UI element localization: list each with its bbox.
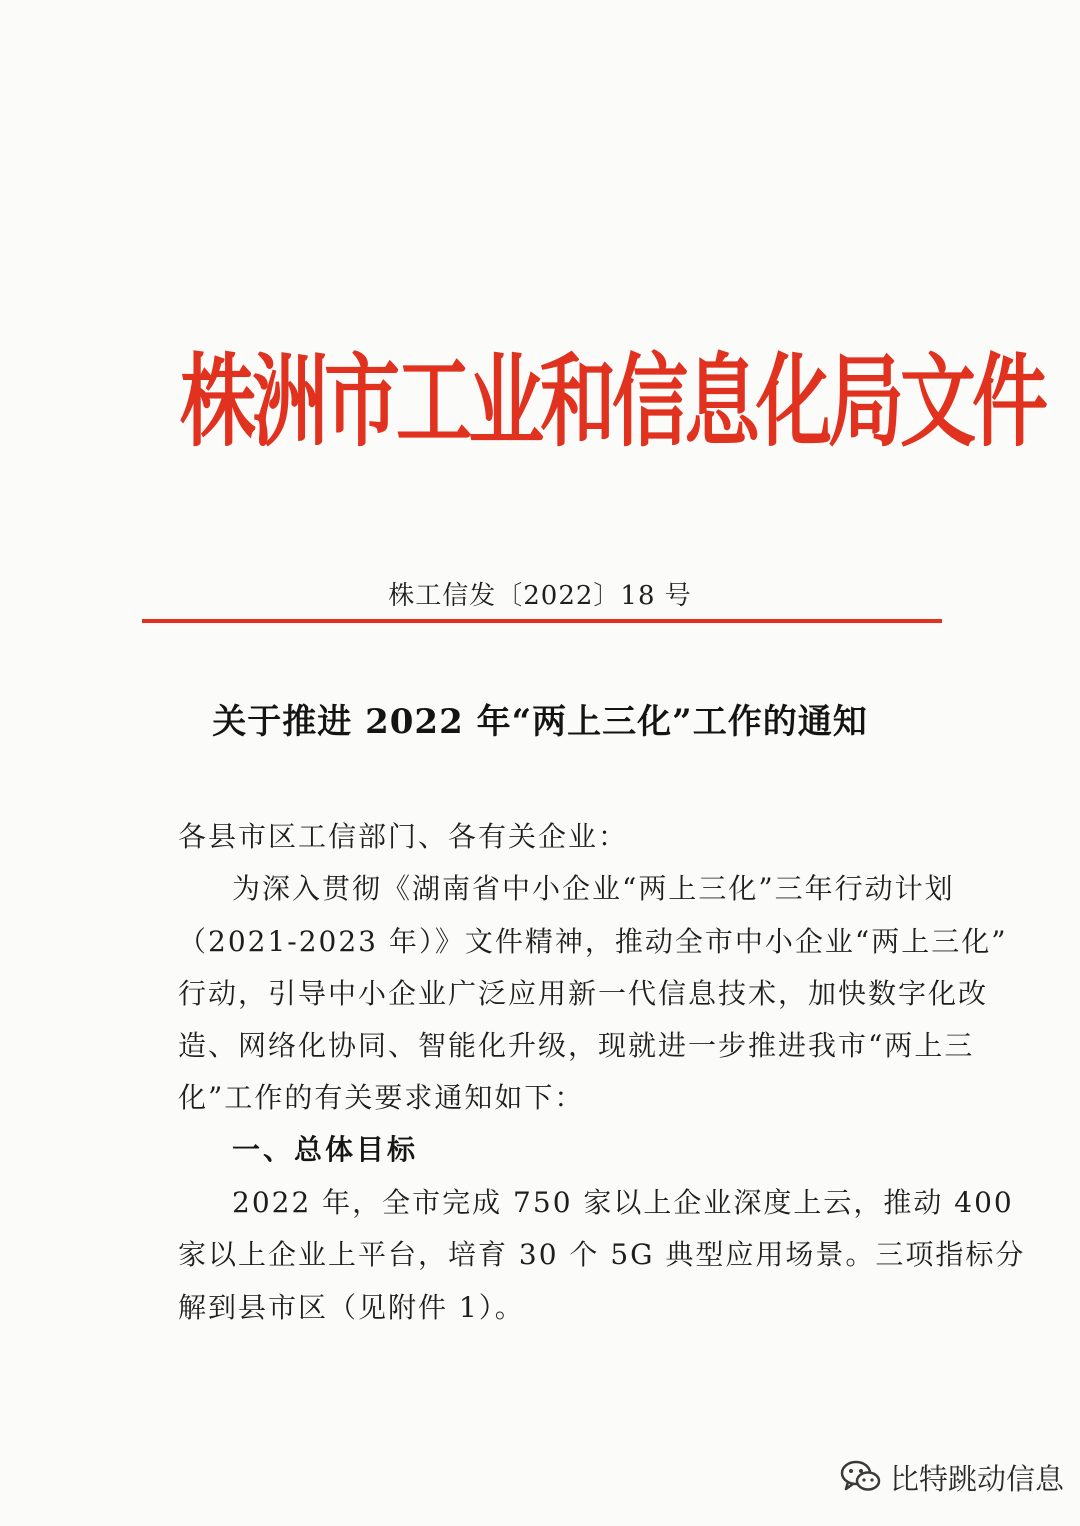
section-line-1: 2022 年，全市完成 750 家以上企业深度上云，推动 400 (232, 1186, 1014, 1219)
section-line-3: 解到县市区（见附件 1）。 (178, 1291, 525, 1324)
body-line-5: 化”工作的有关要求通知如下： (178, 1081, 585, 1114)
body-line-4: 造、网络化协同、智能化升级，现就进一步推进我市“两上三 (178, 1029, 975, 1062)
salutation: 各县市区工信部门、各有关企业： (178, 820, 629, 853)
body-line-3: 行动，引导中小企业广泛应用新一代信息技术，加快数字化改 (178, 977, 989, 1010)
section-line-2: 家以上企业上平台，培育 30 个 5G 典型应用场景。三项指标分 (178, 1238, 1026, 1271)
watermark-text: 比特跳动信息 (890, 1461, 1065, 1496)
red-divider-line (142, 619, 942, 623)
watermark (840, 1452, 1064, 1502)
document-number: 株工信发〔2022〕18 号 (388, 581, 692, 611)
section-heading: 一、总体目标 (232, 1133, 419, 1166)
body-line-2: （2021-2023 年）》文件精神，推动全市中小企业“两上三化” (178, 925, 1008, 958)
notice-title: 关于推进 2022 年“两上三化”工作的通知 (212, 702, 868, 742)
body-line-1: 为深入贯彻《湖南省中小企业“两上三化”三年行动计划 (232, 872, 955, 905)
wechat-icon (840, 1459, 882, 1495)
agency-header-title: 株洲市工业和信息化局文件 (180, 342, 1044, 461)
